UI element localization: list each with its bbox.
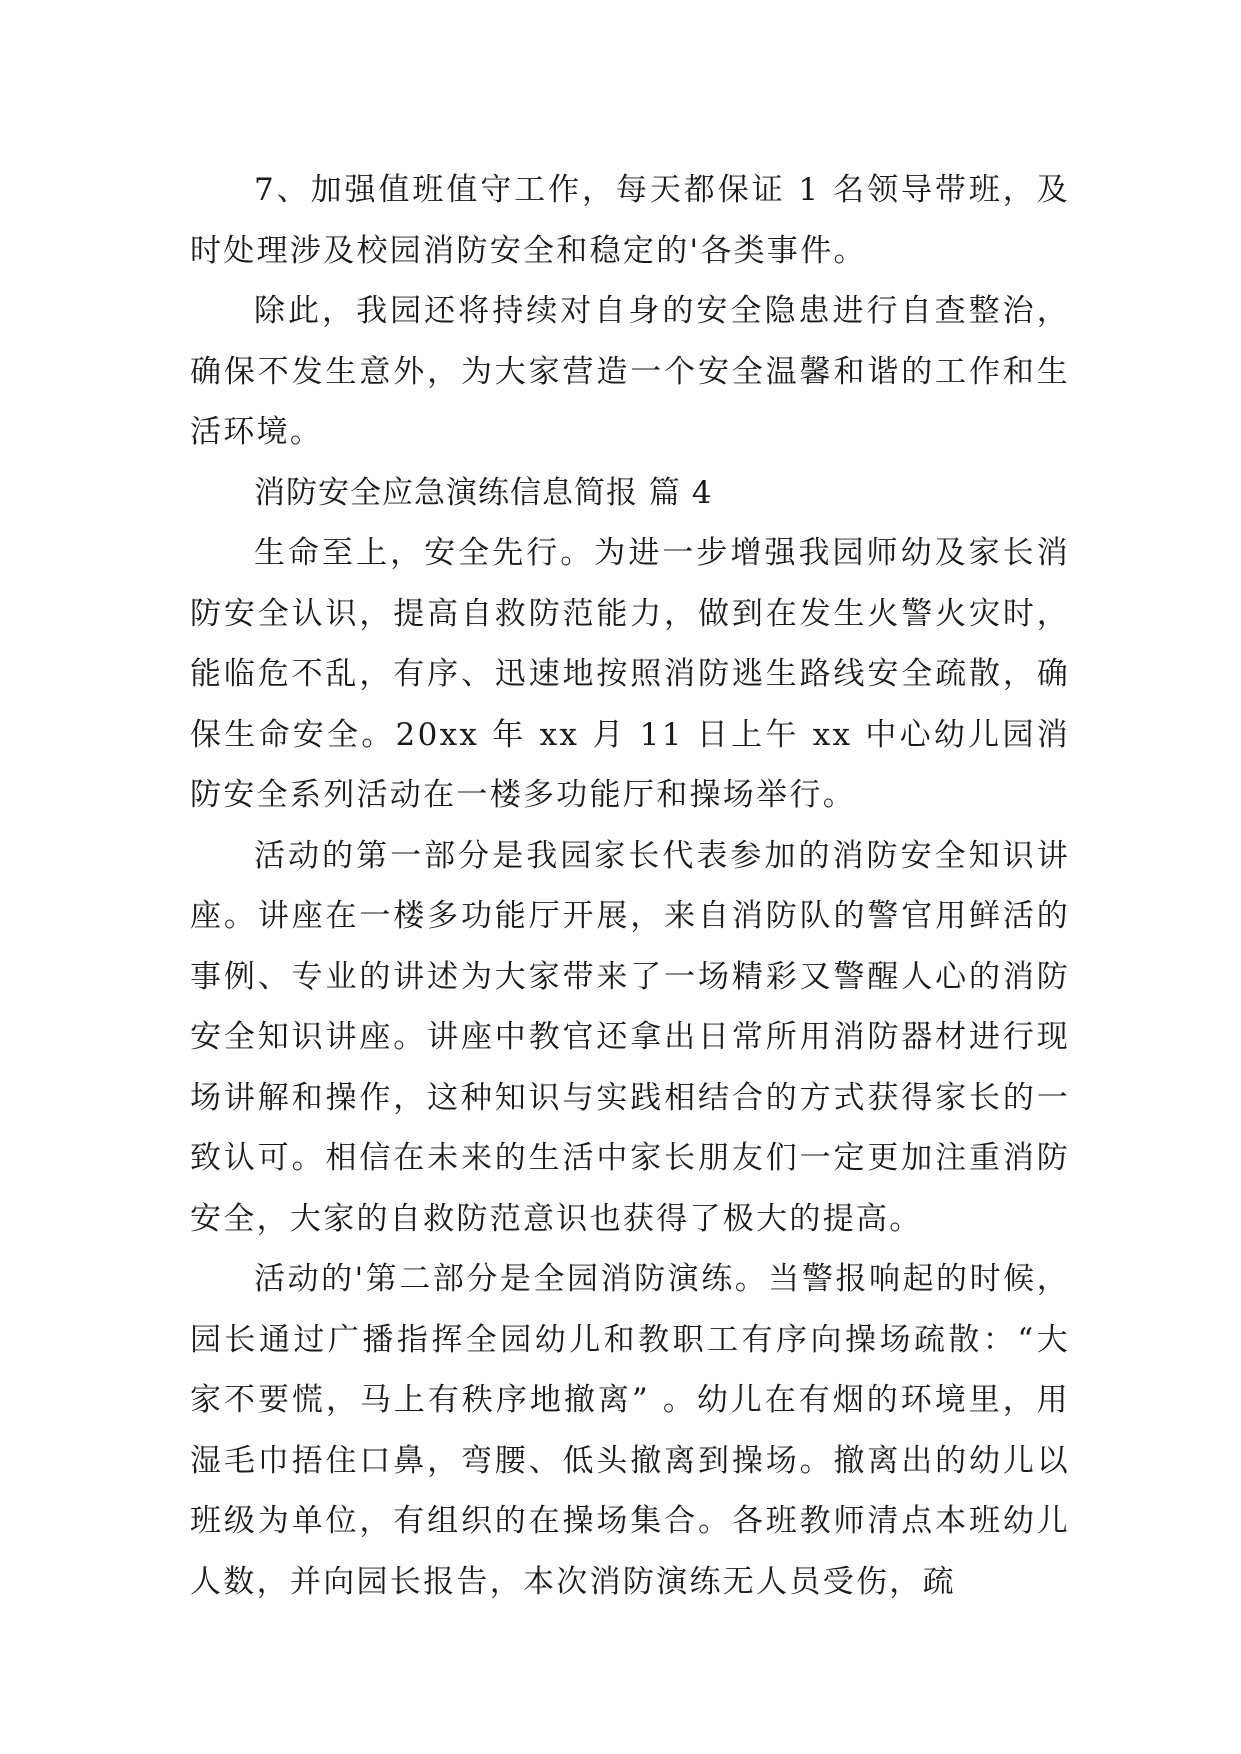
paragraph-self-inspection: 除此，我园还将持续对自身的安全隐患进行自查整治，确保不发生意外，为大家营造一个安全温馨和谐的工作和生活环境。	[190, 293, 1070, 450]
document-body	[190, 160, 1070, 1612]
paragraph-duty-watch: 7、加强值班值守工作，每天都保证 1 名领导带班，及时处理涉及校园消防安全和稳定的'各类事件。	[190, 172, 1070, 269]
paragraph-lecture: 活动的第一部分是我园家长代表参加的消防安全知识讲座。讲座在一楼多功能厅开展，来自消防队的警官用鲜活的事例、专业的讲述为大家带来了一场精彩又警醒人心的消防安全知识讲座。讲座中教官还拿出日常所用消防器材进行现场讲解和操作，这种知识与实践相结合的方式获得家长的一致认可。相信在未来的生活中家长朋友们一定更加注重消防安全，大家的自救防范意识也获得了极大的提高。	[190, 837, 1070, 1237]
section-heading: 消防安全应急演练信息简报 篇 4	[254, 474, 713, 511]
paragraph-drill: 活动的'第二部分是全园消防演练。当警报响起的时候，园长通过广播指挥全园幼儿和教职工有序向操场疏散：“大家不要慌，马上有秩序地撤离” 。幼儿在有烟的环境里，用湿毛巾捂住口鼻，弯腰、低头撤离到操场。撤离出的幼儿以班级为单位，有组织的在操场集合。各班教师清点本班幼儿人数，并向园长报告，本次消防演练无人员受伤，疏	[190, 1261, 1070, 1600]
paragraph-intro: 生命至上，安全先行。为进一步增强我园师幼及家长消防安全认识，提高自救防范能力，做到在发生火警火灾时，能临危不乱，有序、迅速地按照消防逃生路线安全疏散，确保生命安全。20xx 年 xx 月 11 日上午 xx 中心幼儿园消防安全系列活动在一楼多功能厅和操场举行。	[190, 535, 1070, 813]
